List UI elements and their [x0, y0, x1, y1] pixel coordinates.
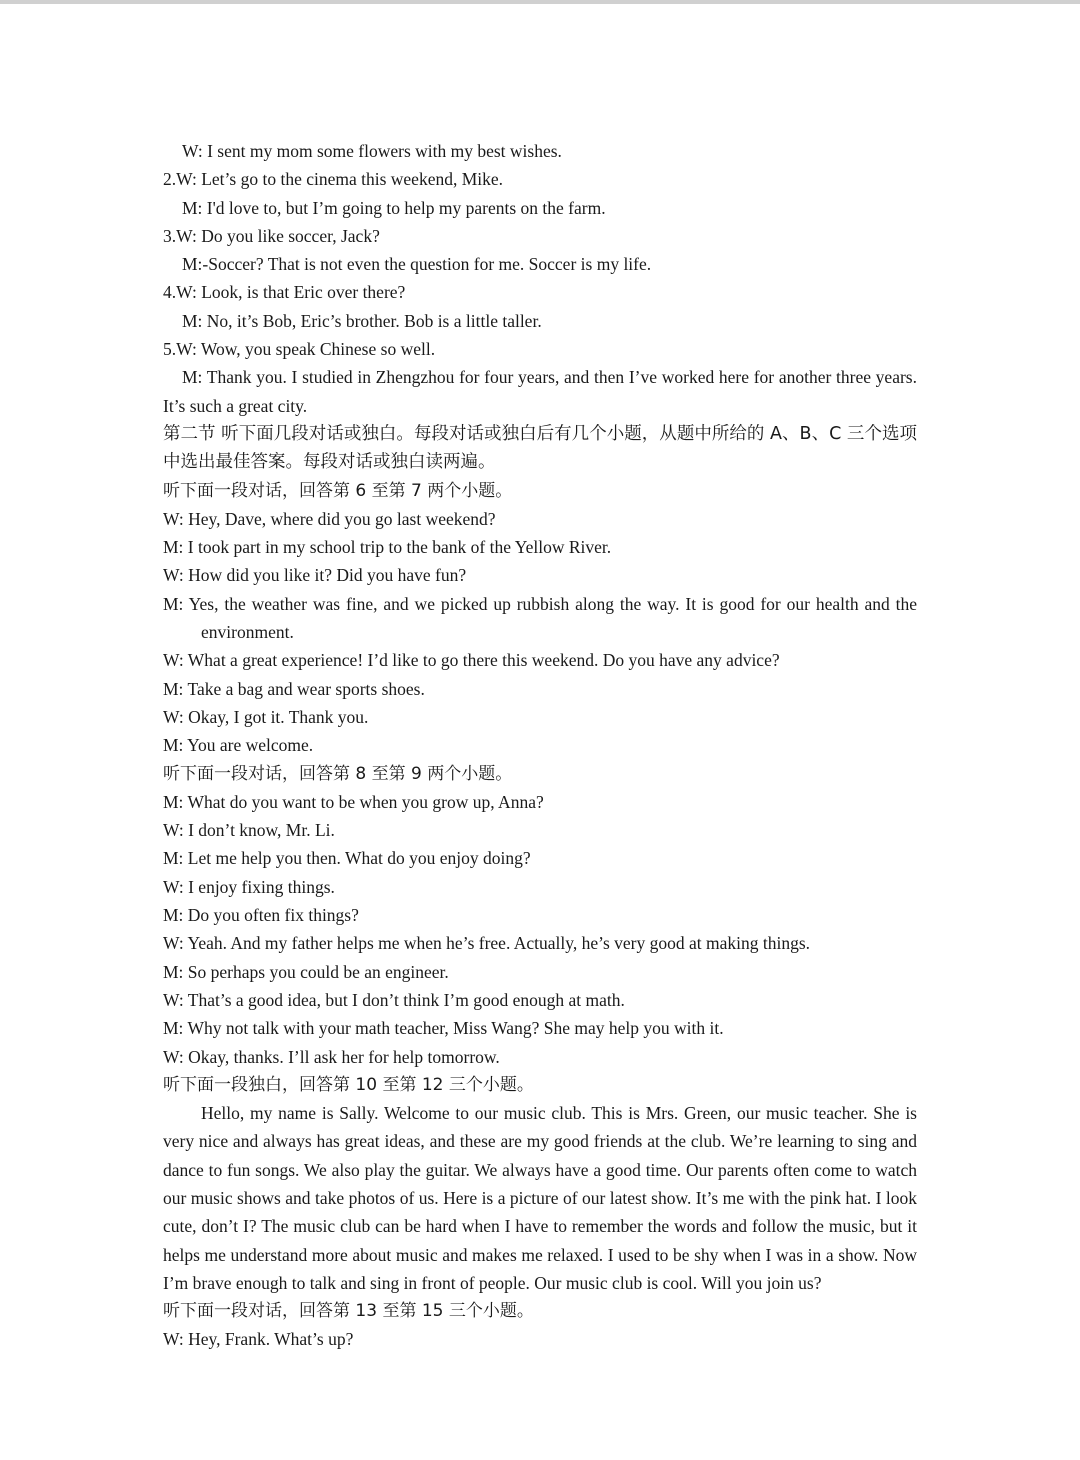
question-instruction: 听下面一段独白，回答第 10 至第 12 三个小题。	[163, 1074, 534, 1095]
dialogue-line: 5.W: Wow, you speak Chinese so well.	[163, 339, 436, 360]
monologue-paragraph: Hello, my name is Sally. Welcome to our music club. This is Mrs. Green, our music teacher. She is very nice and always has great ideas, and these are my good friends at the club. We’re learning to sing and dance to fun songs. We also play the guitar. We always have a good time. Our parents often come to watch our music shows and take photos of us. Here is a picture of our latest show. It’s me with the pink hat. I look cute, don’t I? The music club can be hard when I have to remember the words and follow the music, but it helps me understand more about music and makes me relaxed. I used to be shy when I was in a show. Now I’m brave enough to talk and sing in front of people. Our music club is cool. Will you join us?	[163, 1103, 917, 1293]
dialogue-line: M: Let me help you then. What do you enjoy doing?	[163, 848, 531, 869]
dialogue-line: M: Do you often fix things?	[163, 905, 359, 926]
dialogue-line: M: You are welcome.	[163, 735, 314, 756]
dialogue-line: M: I took part in my school trip to the bank of the Yellow River.	[163, 537, 612, 558]
top-border	[0, 0, 1080, 4]
dialogue-line: M: So perhaps you could be an engineer.	[163, 961, 449, 982]
dialogue-line: M: I'd love to, but I’m going to help my parents on the farm.	[182, 197, 606, 218]
dialogue-line: W: Hey, Dave, where did you go last weekend?	[163, 508, 496, 529]
dialogue-line: W: Okay, I got it. Thank you.	[163, 706, 369, 727]
dialogue-line: W: I enjoy fixing things.	[163, 876, 335, 897]
dialogue-line: 2.W: Let’s go to the cinema this weekend, Mike.	[163, 169, 504, 190]
dialogue-line: W: I don’t know, Mr. Li.	[163, 820, 335, 841]
document-page	[163, 137, 917, 1354]
dialogue-line: 3.W: Do you like soccer, Jack?	[163, 225, 380, 246]
dialogue-line: W: How did you like it? Did you have fun?	[163, 565, 467, 586]
dialogue-line: W: Okay, thanks. I’ll ask her for help tomorrow.	[163, 1046, 500, 1067]
dialogue-line: W: That’s a good idea, but I don’t think I’m good enough at math.	[163, 989, 625, 1010]
dialogue-line: M: What do you want to be when you grow up, Anna?	[163, 791, 544, 812]
dialogue-line: M:-Soccer? That is not even the question for me. Soccer is my life.	[182, 254, 652, 275]
question-instruction: 听下面一段对话，回答第 13 至第 15 三个小题。	[163, 1301, 534, 1322]
dialogue-line: M: Yes, the weather was fine, and we picked up rubbish along the way. It is good for our health and the environment.	[163, 593, 917, 643]
dialogue-line: M: No, it’s Bob, Eric’s brother. Bob is a little taller.	[182, 310, 542, 331]
dialogue-line: W: What a great experience! I’d like to go there this weekend. Do you have any advice?	[163, 650, 780, 671]
question-instruction: 听下面一段对话，回答第 8 至第 9 两个小题。	[163, 763, 513, 784]
dialogue-line: W: Yeah. And my father helps me when he’s free. Actually, he’s very good at making things.	[163, 933, 811, 954]
dialogue-line: 4.W: Look, is that Eric over there?	[163, 282, 406, 303]
dialogue-paragraph: M: Thank you. I studied in Zhengzhou for four years, and then I’ve worked here for another three years. It’s such a great city.	[163, 367, 917, 416]
dialogue-line: W: Hey, Frank. What’s up?	[163, 1329, 354, 1350]
dialogue-line: W: I sent my mom some flowers with my best wishes.	[182, 141, 562, 161]
question-instruction: 听下面一段对话，回答第 6 至第 7 两个小题。	[163, 480, 513, 501]
dialogue-line: M: Take a bag and wear sports shoes.	[163, 678, 425, 699]
dialogue-line: M: Why not talk with your math teacher, Miss Wang? She may help you with it.	[163, 1018, 724, 1039]
section-instruction: 第二节 听下面几段对话或独白。每段对话或独白后有几个小题，从题中所给的 A、B、C 三个选项中选出最佳答案。每段对话或独白读两遍。	[163, 423, 917, 473]
